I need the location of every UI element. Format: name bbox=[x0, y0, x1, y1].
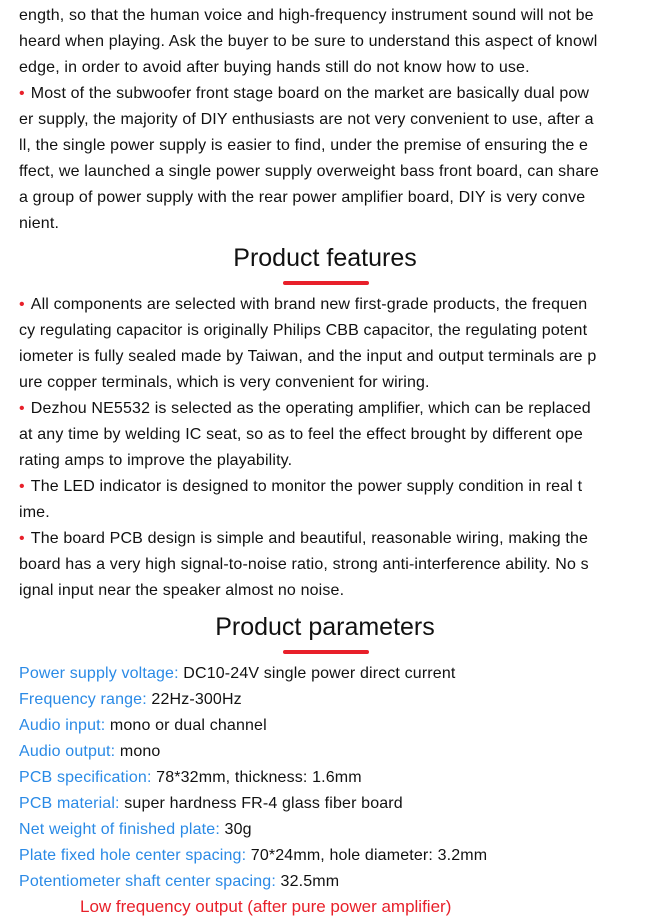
text-line bbox=[19, 422, 583, 448]
line-text: ure copper terminals, which is very convenient for wiring. bbox=[19, 374, 430, 391]
line-text: ength, so that the human voice and high-frequency instrument sound will not be bbox=[19, 7, 594, 24]
parameter-label: Power supply voltage: bbox=[19, 665, 184, 682]
parameter-value: 70*24mm, hole diameter: 3.2mm bbox=[250, 847, 488, 864]
parameter-label: Plate fixed hole center spacing: bbox=[19, 847, 251, 864]
parameter-value: 30g bbox=[224, 821, 252, 838]
parameters-heading: Product parameters bbox=[215, 613, 435, 641]
line-text: heard when playing. Ask the buyer to be sure to understand this aspect of knowl bbox=[19, 33, 598, 50]
bullet-icon: • bbox=[19, 400, 25, 417]
parameter-row bbox=[19, 843, 487, 869]
parameter-label: PCB specification: bbox=[19, 769, 157, 786]
text-line bbox=[19, 133, 588, 159]
line-text: The board PCB design is simple and beautiful, reasonable wiring, making the bbox=[30, 530, 589, 547]
parameter-label: PCB material: bbox=[19, 795, 125, 812]
bullet-icon: • bbox=[19, 478, 25, 495]
bullet-icon: • bbox=[19, 530, 25, 547]
line-text: rating amps to improve the playability. bbox=[19, 452, 293, 469]
text-line bbox=[19, 29, 597, 55]
parameter-row bbox=[19, 791, 403, 817]
line-text: a group of power supply with the rear power amplifier board, DIY is very conve bbox=[19, 189, 586, 206]
line-text: All components are selected with brand new first-grade products, the frequen bbox=[30, 296, 588, 313]
parameter-row bbox=[19, 869, 339, 895]
parameter-row bbox=[19, 713, 267, 739]
line-text: at any time by welding IC seat, so as to feel the effect brought by different ope bbox=[19, 426, 583, 443]
line-text: ffect, we launched a single power supply overweight bass front board, can share bbox=[19, 163, 599, 180]
next-section-title: Low frequency output (after pure power amplifier) bbox=[80, 897, 452, 916]
bullet-icon: • bbox=[19, 296, 25, 313]
text-line bbox=[19, 500, 50, 526]
parameter-label: Potentiometer shaft center spacing: bbox=[19, 873, 281, 890]
line-text: ignal input near the speaker almost no noise. bbox=[19, 582, 345, 599]
text-line bbox=[19, 448, 292, 474]
line-text: er supply, the majority of DIY enthusiasts are not very convenient to use, after a bbox=[19, 111, 594, 128]
parameter-row bbox=[19, 739, 160, 765]
line-text: nient. bbox=[19, 215, 60, 232]
parameter-label: Audio input: bbox=[19, 717, 110, 734]
line-text: The LED indicator is designed to monitor the power supply condition in real t bbox=[30, 478, 583, 495]
parameter-value: 78*32mm, thickness: 1.6mm bbox=[156, 769, 362, 786]
text-line bbox=[19, 3, 594, 29]
line-text: Most of the subwoofer front stage board on the market are basically dual pow bbox=[30, 85, 590, 102]
line-text: board has a very high signal-to-noise ratio, strong anti-interference ability. No s bbox=[19, 556, 589, 573]
text-line bbox=[19, 344, 596, 370]
parameter-value: mono bbox=[119, 743, 161, 760]
parameter-row bbox=[19, 687, 242, 713]
parameters-heading-underline bbox=[283, 650, 369, 654]
parameter-label: Net weight of finished plate: bbox=[19, 821, 225, 838]
parameter-value: 32.5mm bbox=[280, 873, 340, 890]
parameter-value: super hardness FR-4 glass fiber board bbox=[124, 795, 403, 812]
parameter-label: Frequency range: bbox=[19, 691, 152, 708]
parameter-value: mono or dual channel bbox=[109, 717, 267, 734]
text-line bbox=[19, 55, 530, 81]
features-heading-underline bbox=[283, 281, 369, 285]
text-line bbox=[19, 292, 587, 318]
text-line bbox=[19, 552, 589, 578]
parameter-row bbox=[19, 765, 362, 791]
line-text: cy regulating capacitor is originally Philips CBB capacitor, the regulating potent bbox=[19, 322, 588, 339]
parameter-label: Audio output: bbox=[19, 743, 120, 760]
line-text: ll, the single power supply is easier to find, under the premise of ensuring the e bbox=[19, 137, 589, 154]
text-line bbox=[19, 370, 430, 396]
text-line bbox=[19, 578, 344, 604]
text-line bbox=[19, 526, 588, 552]
parameter-row bbox=[19, 817, 252, 843]
line-text: Dezhou NE5532 is selected as the operating amplifier, which can be replaced bbox=[30, 400, 591, 417]
line-text: edge, in order to avoid after buying hands still do not know how to use. bbox=[19, 59, 530, 76]
text-line bbox=[19, 318, 587, 344]
line-text: iometer is fully sealed made by Taiwan, and the input and output terminals are p bbox=[19, 348, 597, 365]
features-heading: Product features bbox=[233, 244, 417, 272]
text-line bbox=[19, 185, 585, 211]
line-text: ime. bbox=[19, 504, 50, 521]
parameter-value: DC10-24V single power direct current bbox=[183, 665, 456, 682]
bullet-icon: • bbox=[19, 85, 25, 102]
text-line bbox=[19, 159, 599, 185]
text-line bbox=[19, 474, 582, 500]
text-line bbox=[19, 107, 594, 133]
text-line bbox=[19, 396, 591, 422]
parameter-row bbox=[19, 661, 455, 687]
text-line bbox=[19, 81, 589, 107]
text-line bbox=[19, 211, 59, 237]
parameter-value: 22Hz-300Hz bbox=[151, 691, 242, 708]
